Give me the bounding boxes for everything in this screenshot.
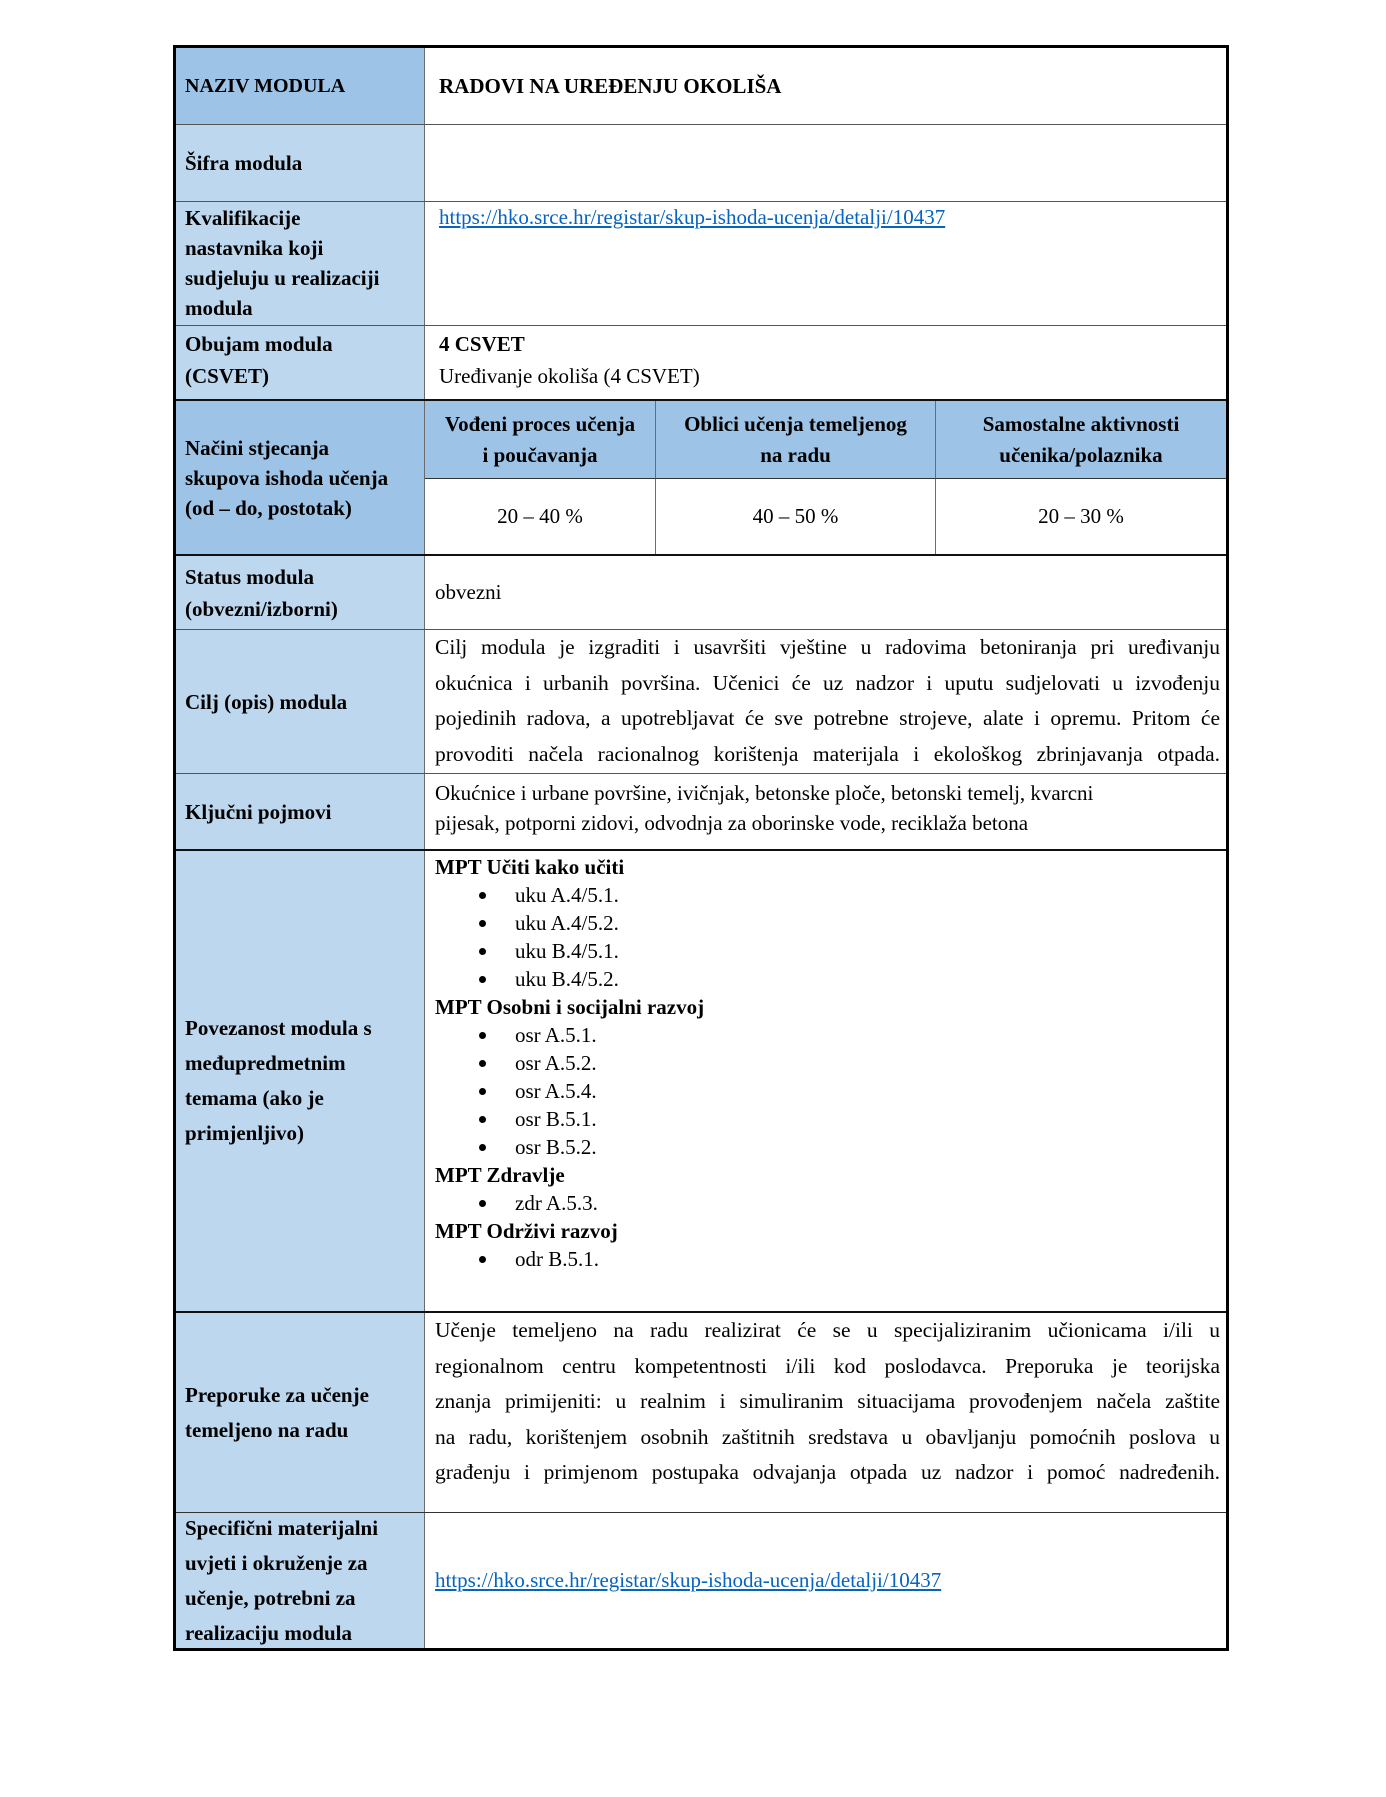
acquisition-methods-table bbox=[425, 401, 1226, 554]
method-value-guided: 20 – 40 % bbox=[425, 478, 656, 554]
list-item: odr B.5.1. bbox=[435, 1245, 1220, 1273]
row-status bbox=[176, 554, 1226, 629]
list-item: zdr A.5.3. bbox=[435, 1189, 1220, 1217]
list-item: osr A.5.4. bbox=[435, 1077, 1220, 1105]
cross-curricular-label: Povezanost modula s međupredmetnim temama (ako je primjenljivo) bbox=[176, 851, 425, 1311]
volume-total: 4 CSVET bbox=[439, 332, 525, 356]
method-header-independent: Samostalne aktivnosti učenika/polaznika bbox=[936, 401, 1226, 478]
volume-detail: Uređivanje okoliša (4 CSVET) bbox=[439, 364, 700, 388]
bullet-icon bbox=[479, 948, 486, 955]
group-title-personal-social: MPT Osobni i socijalni razvoj bbox=[435, 995, 705, 1019]
bullet-icon bbox=[479, 920, 486, 927]
list-item: uku A.4/5.1. bbox=[435, 881, 1220, 909]
bullet-icon bbox=[479, 1200, 486, 1207]
bullet-icon bbox=[479, 1144, 486, 1151]
row-acquisition-methods bbox=[176, 399, 1226, 554]
goal-text: Cilj modula je izgraditi i usavršiti vještine u radovima betoniranja pri uređivanju okućnica i urbanih površina. Učenici će uz nadzor i uputu sudjelovati u izvođenju pojedinih radova, a upotrebljavat će sve potrebne strojeve, alate i opremu. Pritom će provoditi načela racionalnog korištenja materijala i ekološkog zbrinjavanja otpada. bbox=[435, 635, 1220, 766]
row-module-code bbox=[176, 124, 1226, 201]
key-terms-label: Ključni pojmovi bbox=[176, 774, 425, 849]
status-label: Status modula (obvezni/izborni) bbox=[176, 556, 425, 629]
key-terms-text: Okućnice i urbane površine, ivičnjak, betonske ploče, betonski temelj, kvarcni pijesak, potporni zidovi, odvodnja za oborinske vode, reciklaža betona bbox=[435, 781, 1094, 835]
group-list-health bbox=[435, 1189, 1220, 1217]
group-title-health: MPT Zdravlje bbox=[435, 1163, 565, 1187]
list-item: uku B.4/5.2. bbox=[435, 965, 1220, 993]
work-based-learning-label: Preporuke za učenje temeljeno na radu bbox=[176, 1313, 425, 1512]
acquisition-methods-label: Načini stjecanja skupova ishoda učenja (od – do, postotak) bbox=[176, 401, 425, 554]
row-teacher-qualifications bbox=[176, 201, 1226, 325]
list-item: uku A.4/5.2. bbox=[435, 909, 1220, 937]
list-item: osr B.5.1. bbox=[435, 1105, 1220, 1133]
bullet-icon bbox=[479, 1256, 486, 1263]
row-cross-curricular bbox=[176, 849, 1226, 1311]
method-value-work-based: 40 – 50 % bbox=[656, 478, 936, 554]
module-table bbox=[173, 45, 1229, 1651]
bullet-icon bbox=[479, 1116, 486, 1123]
row-volume bbox=[176, 325, 1226, 399]
row-module-name bbox=[176, 48, 1226, 124]
module-code-value bbox=[425, 125, 1226, 201]
row-work-based-learning bbox=[176, 1311, 1226, 1512]
group-title-sustainable: MPT Održivi razvoj bbox=[435, 1219, 618, 1243]
goal-label: Cilj (opis) modula bbox=[176, 630, 425, 773]
row-material-conditions bbox=[176, 1512, 1226, 1648]
bullet-icon bbox=[479, 892, 486, 899]
group-title-learn-to-learn: MPT Učiti kako učiti bbox=[435, 855, 625, 879]
method-header-work-based: Oblici učenja temeljenog na radu bbox=[656, 401, 936, 478]
method-header-guided: Vođeni proces učenja i poučavanja bbox=[425, 401, 656, 478]
list-item: osr B.5.2. bbox=[435, 1133, 1220, 1161]
cross-curricular-content bbox=[425, 851, 1226, 1311]
material-conditions-link[interactable]: https://hko.srce.hr/registar/skup-ishoda-ucenja/detalji/10437 bbox=[435, 1568, 942, 1592]
module-code-label: Šifra modula bbox=[176, 125, 425, 201]
row-goal bbox=[176, 629, 1226, 773]
material-conditions-label: Specifični materijalni uvjeti i okruženje za učenje, potrebni za realizaciju modula bbox=[176, 1513, 425, 1648]
method-value-independent: 20 – 30 % bbox=[936, 478, 1226, 554]
status-value: obvezni bbox=[435, 580, 502, 604]
list-item: uku B.4/5.1. bbox=[435, 937, 1220, 965]
bullet-icon bbox=[479, 1060, 486, 1067]
bullet-icon bbox=[479, 976, 486, 983]
teacher-qualifications-link[interactable]: https://hko.srce.hr/registar/skup-ishoda-ucenja/detalji/10437 bbox=[439, 205, 946, 229]
group-list-sustainable bbox=[435, 1245, 1220, 1273]
bullet-icon bbox=[479, 1032, 486, 1039]
group-list-personal-social bbox=[435, 1021, 1220, 1161]
list-item: osr A.5.2. bbox=[435, 1049, 1220, 1077]
bullet-icon bbox=[479, 1088, 486, 1095]
row-key-terms bbox=[176, 773, 1226, 849]
list-item: osr A.5.1. bbox=[435, 1021, 1220, 1049]
module-name-value: RADOVI NA UREĐENJU OKOLIŠA bbox=[439, 73, 782, 98]
volume-label: Obujam modula (CSVET) bbox=[176, 326, 425, 399]
group-list-learn-to-learn bbox=[435, 881, 1220, 993]
work-based-learning-text: Učenje temeljeno na radu realizirat će se u specijaliziranim učionicama i/ili u regionalnom centru kompetentnosti i/ili kod poslodavca. Preporuka je teorijska znanja primijeniti: u realnim i simuliranim situacijama provođenjem načela zaštite na radu, korištenjem osobnih zaštitnih sredstava u obavljanju pomoćnih poslova u građenju i primjenom postupaka odvajanja otpada uz nadzor i pomoć nadređenih. bbox=[435, 1318, 1220, 1484]
module-name-label: NAZIV MODULA bbox=[176, 48, 425, 124]
teacher-qualifications-label: Kvalifikacije nastavnika koji sudjeluju u realizaciji modula bbox=[176, 202, 425, 325]
